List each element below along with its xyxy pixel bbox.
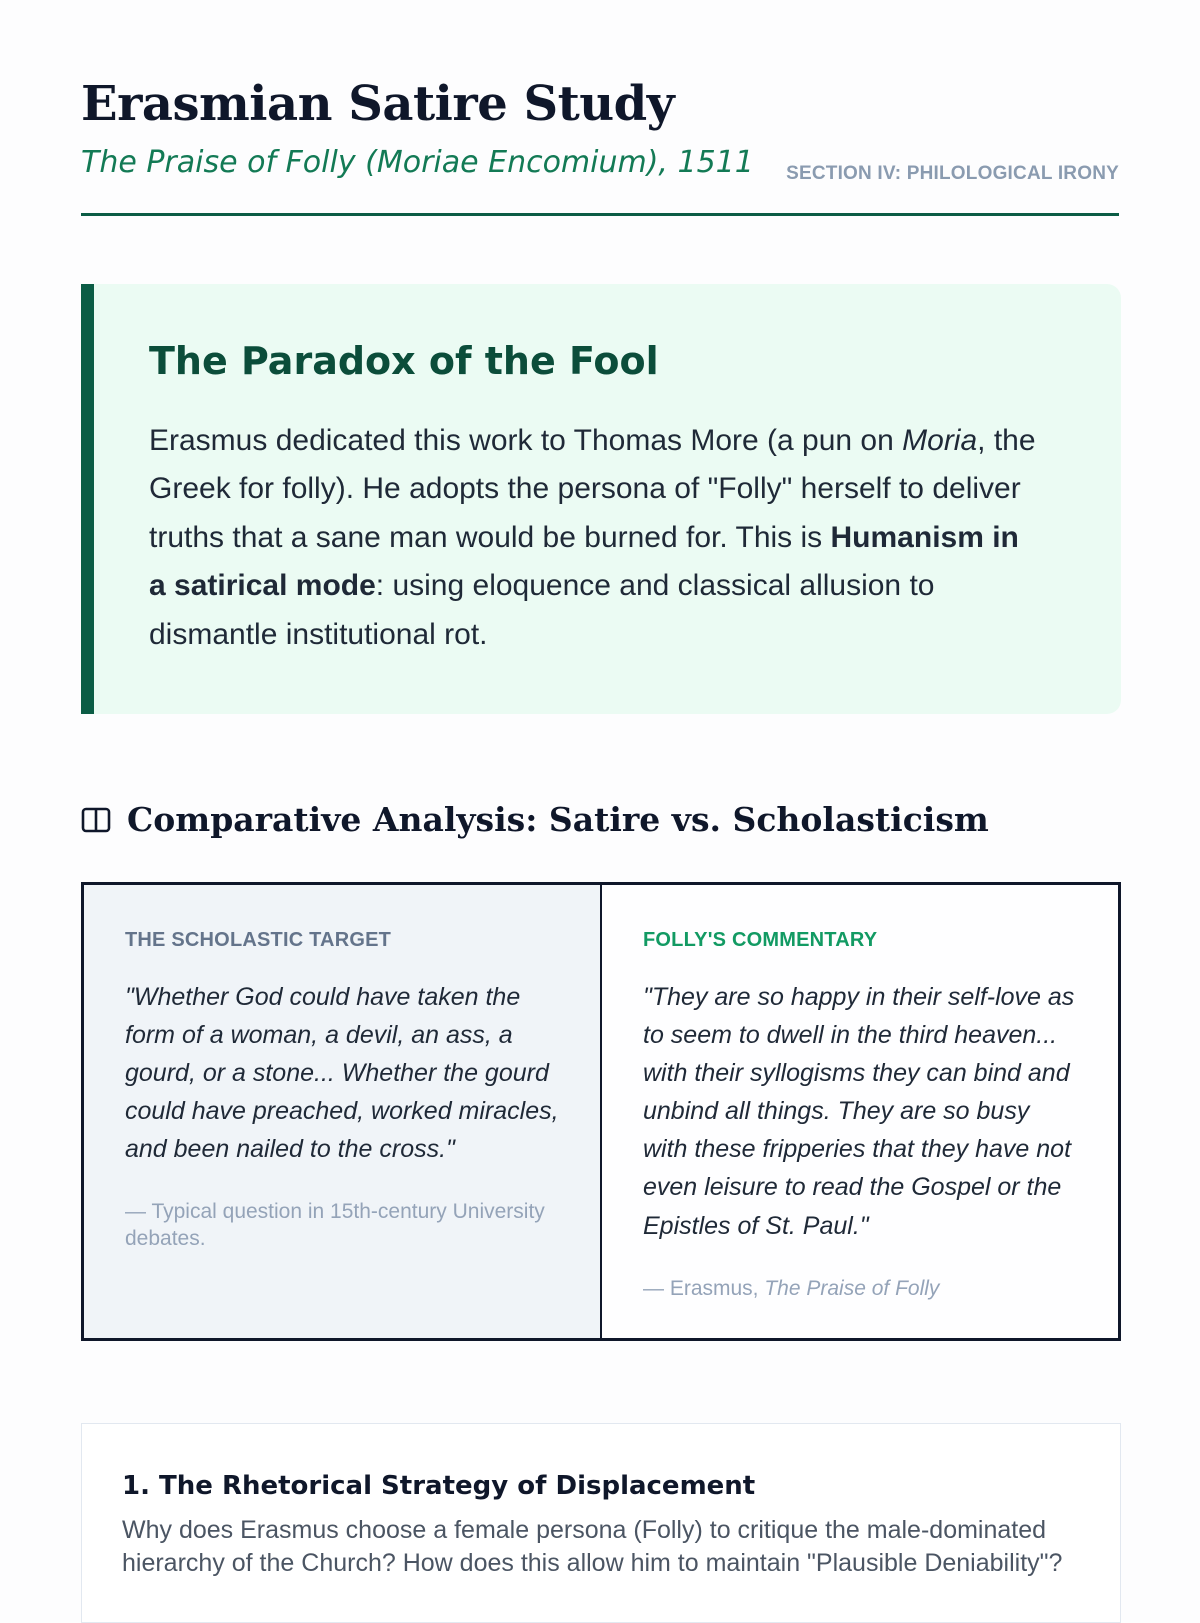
page-subtitle: The Praise of Folly (Moriae Encomium), 1511: [81, 145, 754, 180]
folly-attribution-prefix: — Erasmus,: [643, 1276, 765, 1300]
intro-text-part-1: Erasmus dedicated this work to Thomas More (a pun on: [149, 423, 903, 457]
question-title: 1. The Rhetorical Strategy of Displacement: [122, 1471, 756, 1501]
folly-attribution-work: The Praise of Folly: [764, 1276, 940, 1300]
question-text: Why does Erasmus choose a female persona (Folly) to critique the male-dominated hierarchy of the Church? How does this allow him to maintain "Plausible Deniability"?: [122, 1516, 1063, 1578]
folly-attribution: [643, 1275, 1078, 1302]
comparison-heading: [81, 800, 989, 839]
scholastic-attribution: — Typical question in 15th-century University debates.: [125, 1200, 545, 1251]
folly-column: [602, 885, 1118, 1338]
comparison-heading-text: Comparative Analysis: Satire vs. Scholasticism: [127, 800, 989, 839]
section-label: SECTION IV: PHILOLOGICAL IRONY: [786, 163, 1119, 184]
intro-title: The Paradox of the Fool: [149, 339, 659, 383]
intro-text: [149, 417, 1041, 660]
scholastic-quote: "Whether God could have taken the form of a woman, a devil, an ass, a gourd, or a stone... Whether the gourd could have preached, worked miracles, and been nailed to the cross.": [125, 983, 559, 1164]
scholastic-label: THE SCHOLASTIC TARGET: [125, 929, 392, 951]
intro-text-moria: Moria: [902, 423, 978, 457]
scholastic-column: [84, 885, 602, 1338]
folly-label: FOLLY'S COMMENTARY: [643, 929, 878, 951]
open-book-icon: [81, 806, 111, 834]
page-header: [81, 0, 1119, 216]
intro-text-part-2: , the Greek for folly). He adopts the persona of "Folly" herself to deliver truths that a sane man would be burned for. This is: [149, 423, 1036, 554]
intro-callout: [81, 284, 1121, 714]
intro-text-bold: Humanism in a satirical mode: [149, 520, 1019, 603]
intro-text-part-3: : using eloquence and classical allusion to dismantle institutional rot.: [149, 569, 935, 651]
page-title: Erasmian Satire Study: [81, 76, 675, 132]
folly-quote: "They are so happy in their self-love as to seem to dwell in the third heaven... with their syllogisms they can bind and unbind all things. They are so busy with these fripperies that they have not even leisure to read the Gospel or the Epistles of St. Paul.": [643, 983, 1075, 1240]
question-card: [81, 1423, 1121, 1623]
comparison-table: [81, 882, 1121, 1341]
